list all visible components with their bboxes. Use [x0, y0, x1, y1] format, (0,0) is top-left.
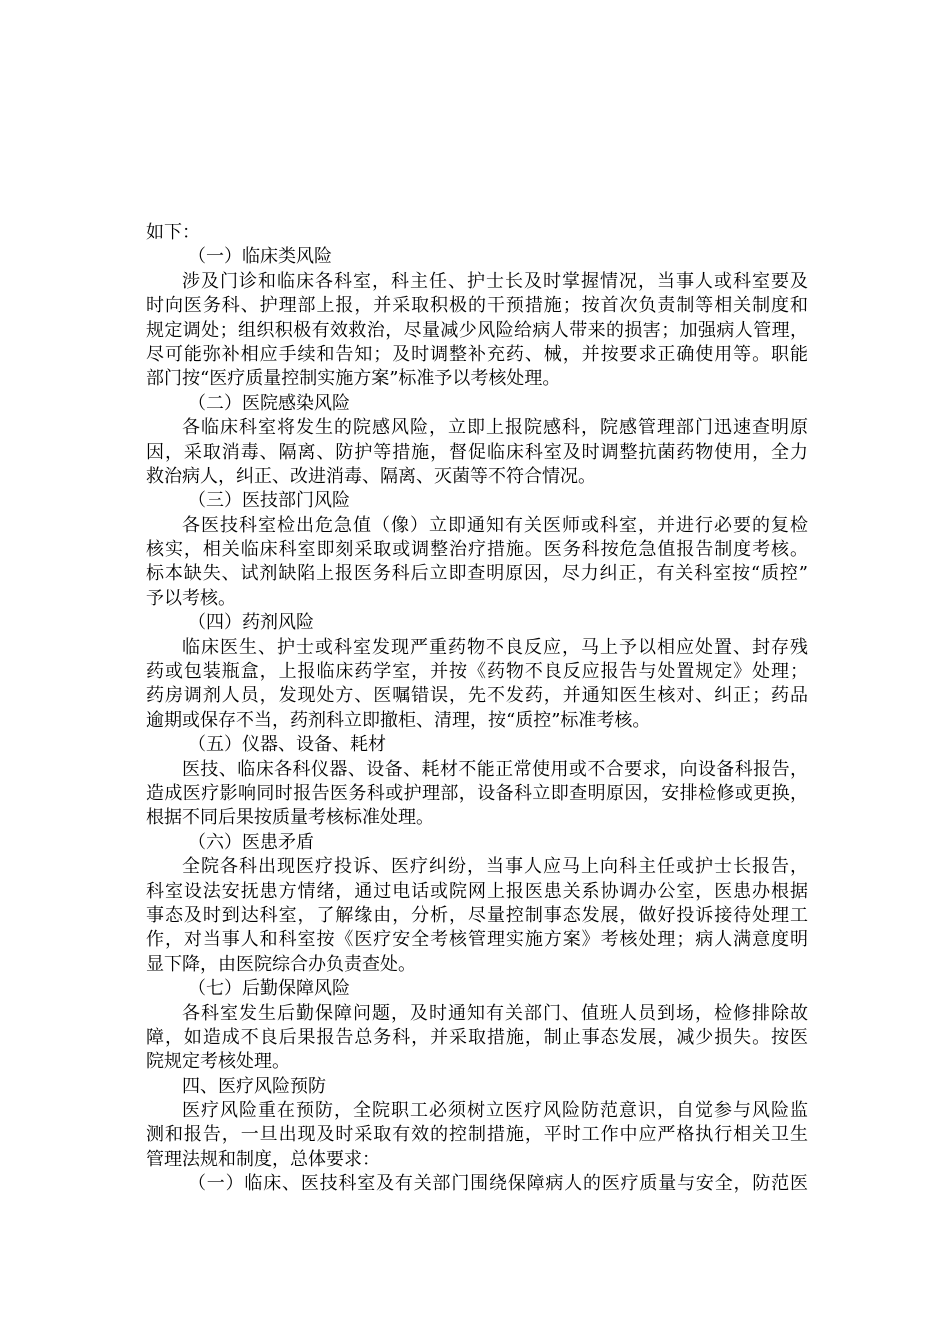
paragraph-line: 因，采取消毒、隔离、防护等措施，督促临床科室及时调整抗菌药物使用，全力	[146, 441, 808, 463]
section-heading: （二）医院感染风险	[188, 392, 350, 414]
paragraph-line: 各临床科室将发生的院感风险，立即上报院感科，院感管理部门迅速查明原	[182, 417, 808, 439]
paragraph-line: 测和报告，一旦出现及时采取有效的控制措施，平时工作中应严格执行相关卫生	[146, 1124, 808, 1146]
paragraph-line: 全院各科出现医疗投诉、医疗纠纷，当事人应马上向科主任或护士长报告，	[182, 856, 808, 878]
paragraph-line: 显下降，由医院综合办负责查处。	[146, 953, 416, 975]
paragraph-line: 事态及时到达科室，了解缘由，分析，尽量控制事态发展，做好投诉接待处理工	[146, 904, 808, 926]
paragraph-line: 院规定考核处理。	[146, 1051, 290, 1073]
paragraph-line: 作，对当事人和科室按《医疗安全考核管理实施方案》考核处理；病人满意度明	[146, 929, 808, 951]
section-heading: （五）仪器、设备、耗材	[188, 734, 386, 756]
section-heading: （一）临床类风险	[188, 246, 332, 268]
section-heading: （三）医技部门风险	[188, 490, 350, 512]
section-heading: （四）药剂风险	[188, 612, 314, 634]
paragraph-line: 各科室发生后勤保障问题，及时通知有关部门、值班人员到场，检修排除故	[182, 1002, 808, 1024]
paragraph-line: 障，如造成不良后果报告总务科，并采取措施，制止事态发展，减少损失。按医	[146, 1026, 808, 1048]
paragraph-line: 医疗风险重在预防，全院职工必须树立医疗风险防范意识，自觉参与风险监	[182, 1100, 808, 1122]
paragraph-line: 涉及门诊和临床各科室，科主任、护士长及时掌握情况，当事人或科室要及	[182, 270, 808, 292]
document-body	[146, 221, 808, 1197]
paragraph-line: 四、医疗风险预防	[182, 1075, 326, 1097]
section-heading: （七）后勤保障风险	[188, 978, 350, 1000]
paragraph-line: 部门按“医疗质量控制实施方案”标准予以考核处理。	[146, 368, 561, 390]
paragraph-line: 造成医疗影响同时报告医务科或护理部，设备科立即查明原因，安排检修或更换，	[146, 782, 808, 804]
paragraph-line: 药房调剂人员，发现处方、医嘱错误，先不发药，并通知医生核对、纠正；药品	[146, 685, 808, 707]
paragraph-line: 药或包装瓶盒，上报临床药学室，并按《药物不良反应报告与处置规定》处理；	[146, 661, 808, 683]
paragraph-line: 予以考核。	[146, 587, 236, 609]
paragraph-line: 各医技科室检出危急值（像）立即通知有关医师或科室，并进行必要的复检	[182, 514, 808, 536]
paragraph-line: 标本缺失、试剂缺陷上报医务科后立即查明原因，尽力纠正，有关科室按“质控”	[146, 563, 808, 585]
paragraph-line: 规定调处；组织积极有效救治，尽量减少风险给病人带来的损害；加强病人管理，	[146, 319, 808, 341]
section-heading: （六）医患矛盾	[188, 831, 314, 853]
paragraph-line: 临床医生、护士或科室发现严重药物不良反应，马上予以相应处置、封存残	[182, 636, 808, 658]
paragraph-line: 逾期或保存不当，药剂科立即撤柜、清理，按“质控”标准考核。	[146, 709, 651, 731]
paragraph-line: 如下：	[146, 222, 200, 243]
section-heading: （一）临床、医技科室及有关部门围绕保障病人的医疗质量与安全，防范医	[188, 1173, 808, 1195]
paragraph-line: 救治病人，纠正、改进消毒、隔离、灭菌等不符合情况。	[146, 465, 596, 487]
paragraph-line: 根据不同后果按质量考核标准处理。	[146, 807, 434, 829]
paragraph-line: 核实，相关临床科室即刻采取或调整治疗措施。医务科按危急值报告制度考核。	[146, 539, 808, 561]
paragraph-line: 管理法规和制度，总体要求：	[146, 1148, 380, 1170]
paragraph-line: 时向医务科、护理部上报，并采取积极的干预措施；按首次负责制等相关制度和	[146, 295, 808, 317]
paragraph-line: 科室设法安抚患方情绪，通过电话或院网上报医患关系协调办公室，医患办根据	[146, 880, 808, 902]
paragraph-line: 医技、临床各科仪器、设备、耗材不能正常使用或不合要求，向设备科报告，	[182, 758, 808, 780]
paragraph-line: 尽可能弥补相应手续和告知；及时调整补充药、械，并按要求正确使用等。职能	[146, 343, 808, 365]
